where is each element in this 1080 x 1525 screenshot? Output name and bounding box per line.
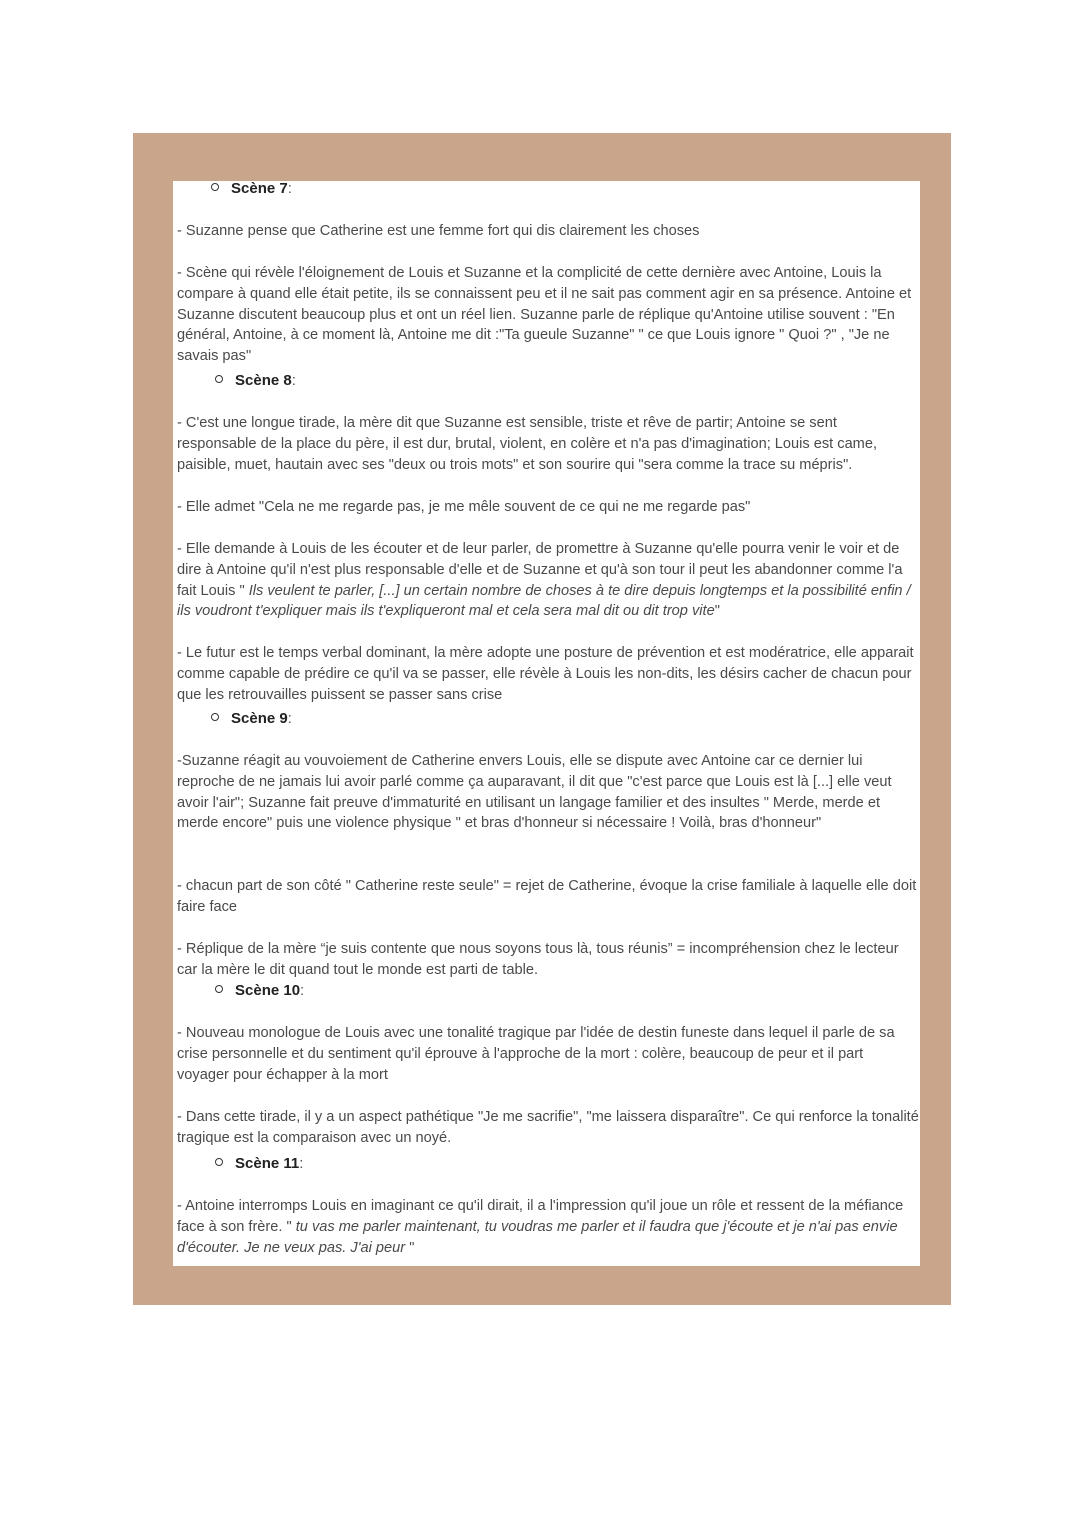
paragraph: - Dans cette tirade, il y a un aspect pathétique "Je me sacrifie", "me laissera disparaître". Ce qui renforce la tonalité tragique est la comparaison avec un noyé. [177, 1109, 919, 1146]
page-border [133, 133, 951, 1305]
scene-heading: Scène 8: [215, 371, 296, 392]
quote: Ils veulent te parler, [...] un certain nombre de choses à te dire depuis longtemps et la possibilité enfin / ils voudront t'expliquer mais ils t'expliqueront mal et cela sera mal dit ou dit trop vite [177, 582, 911, 620]
paragraph: - chacun part de son côté " Catherine reste seule" = rejet de Catherine, évoque la crise familiale à laquelle elle doit faire face [177, 878, 917, 915]
scene-heading: Scène 9: [211, 709, 292, 730]
paragraph: - Réplique de la mère “je suis contente que nous soyons tous là, tous réunis” = incompréhension chez le lecteur car la mère le dit quand tout le monde est parti de table. [177, 941, 899, 978]
paragraph: - Elle demande à Louis de les écouter et de leur parler, de promettre à Suzanne qu'elle pourra venir le voir et de dire à Antoine qu'il n'est plus responsable d'elle et de Suzanne et qu'à son tour il peut les abandonner comme l'a fait Louis " Ils veulent te parler, [...] un certain nombre de choses à te dire depuis longtemps et la possibilité enfin / ils voudront t'expliquer mais ils t'expliqueront mal et cela sera mal dit ou dit trop vite" [177, 541, 911, 620]
quote: tu vas me parler maintenant, tu voudras me parler et il faudra que j'écoute et je n'ai pas envie d'écouter. Je ne veux pas. J'ai peur [177, 1218, 898, 1256]
bullet-icon [215, 985, 223, 993]
scene-heading: Scène 7: [211, 179, 292, 200]
paragraph: - C'est une longue tirade, la mère dit que Suzanne est sensible, triste et rêve de partir; Antoine se sent responsable de la place du père, il est dur, brutal, violent, en colère et n'a pas d'imagination; Louis est came, paisible, muet, hautain avec ses "deux ou trois mots" et son sourire qui "sera comme la trace su mépris". [177, 415, 878, 473]
scene-heading: Scène 11: [215, 1154, 303, 1175]
document-page [173, 181, 920, 1266]
paragraph: - Nouveau monologue de Louis avec une tonalité tragique par l'idée de destin funeste dans lequel il parle de sa crise personnelle et du sentiment qu'il éprouve à l'approche de la mort : colère, beaucoup de peur et il part voyager pour échapper à la mort [177, 1025, 895, 1083]
paragraph: -Suzanne réagit au vouvoiement de Catherine envers Louis, elle se dispute avec Antoine car ce dernier lui reproche de ne jamais lui avoir parlé comme ça auparavant, il dit que "c'est parce que Louis est là [...] elle veut avoir l'air"; Suzanne fait preuve d'immaturité en utilisant un langage familier et des insultes " Merde, merde et merde encore" puis une violence physique " et bras d'honneur si nécessaire ! Voilà, bras d'honneur" [177, 753, 892, 832]
paragraph: - Scène qui révèle l'éloignement de Louis et Suzanne et la complicité de cette dernière avec Antoine, Louis la compare à quand elle était petite, ils se connaissent peu et il ne sait pas comment agir en sa présence. Antoine et Suzanne discutent beaucoup plus et ont un réel lien. Suzanne parle de réplique qu'Antoine utilise souvent : "En général, Antoine, à ce moment là, Antoine me dit :"Ta gueule Suzanne" " ce que Louis ignore " Quoi ?" , "Je ne savais pas" [177, 265, 912, 365]
paragraph: - Antoine interromps Louis en imaginant ce qu'il dirait, il a l'impression qu'il joue un rôle et ressent de la méfiance face à son frère. " tu vas me parler maintenant, tu voudras me parler et il faudra que j'écoute et je n'ai pas envie d'écouter. Je ne veux pas. J'ai peur " [177, 1198, 904, 1256]
bullet-icon [215, 375, 223, 383]
paragraph: - Elle admet "Cela ne me regarde pas, je me mêle souvent de ce qui ne me regarde pas" [177, 499, 751, 515]
bullet-icon [211, 183, 219, 191]
paragraph: - Le futur est le temps verbal dominant, la mère adopte une posture de prévention et est modératrice, elle apparait comme capable de prédire ce qu'il va se passer, elle révèle à Louis les non-dits, les désirs cacher de chacun pour que les retrouvailles puissent se passer sans crise [177, 645, 914, 703]
scene-heading: Scène 10: [215, 981, 304, 1002]
bullet-icon [215, 1158, 223, 1166]
bullet-icon [211, 713, 219, 721]
paragraph: - Suzanne pense que Catherine est une femme fort qui dis clairement les choses [177, 223, 700, 239]
